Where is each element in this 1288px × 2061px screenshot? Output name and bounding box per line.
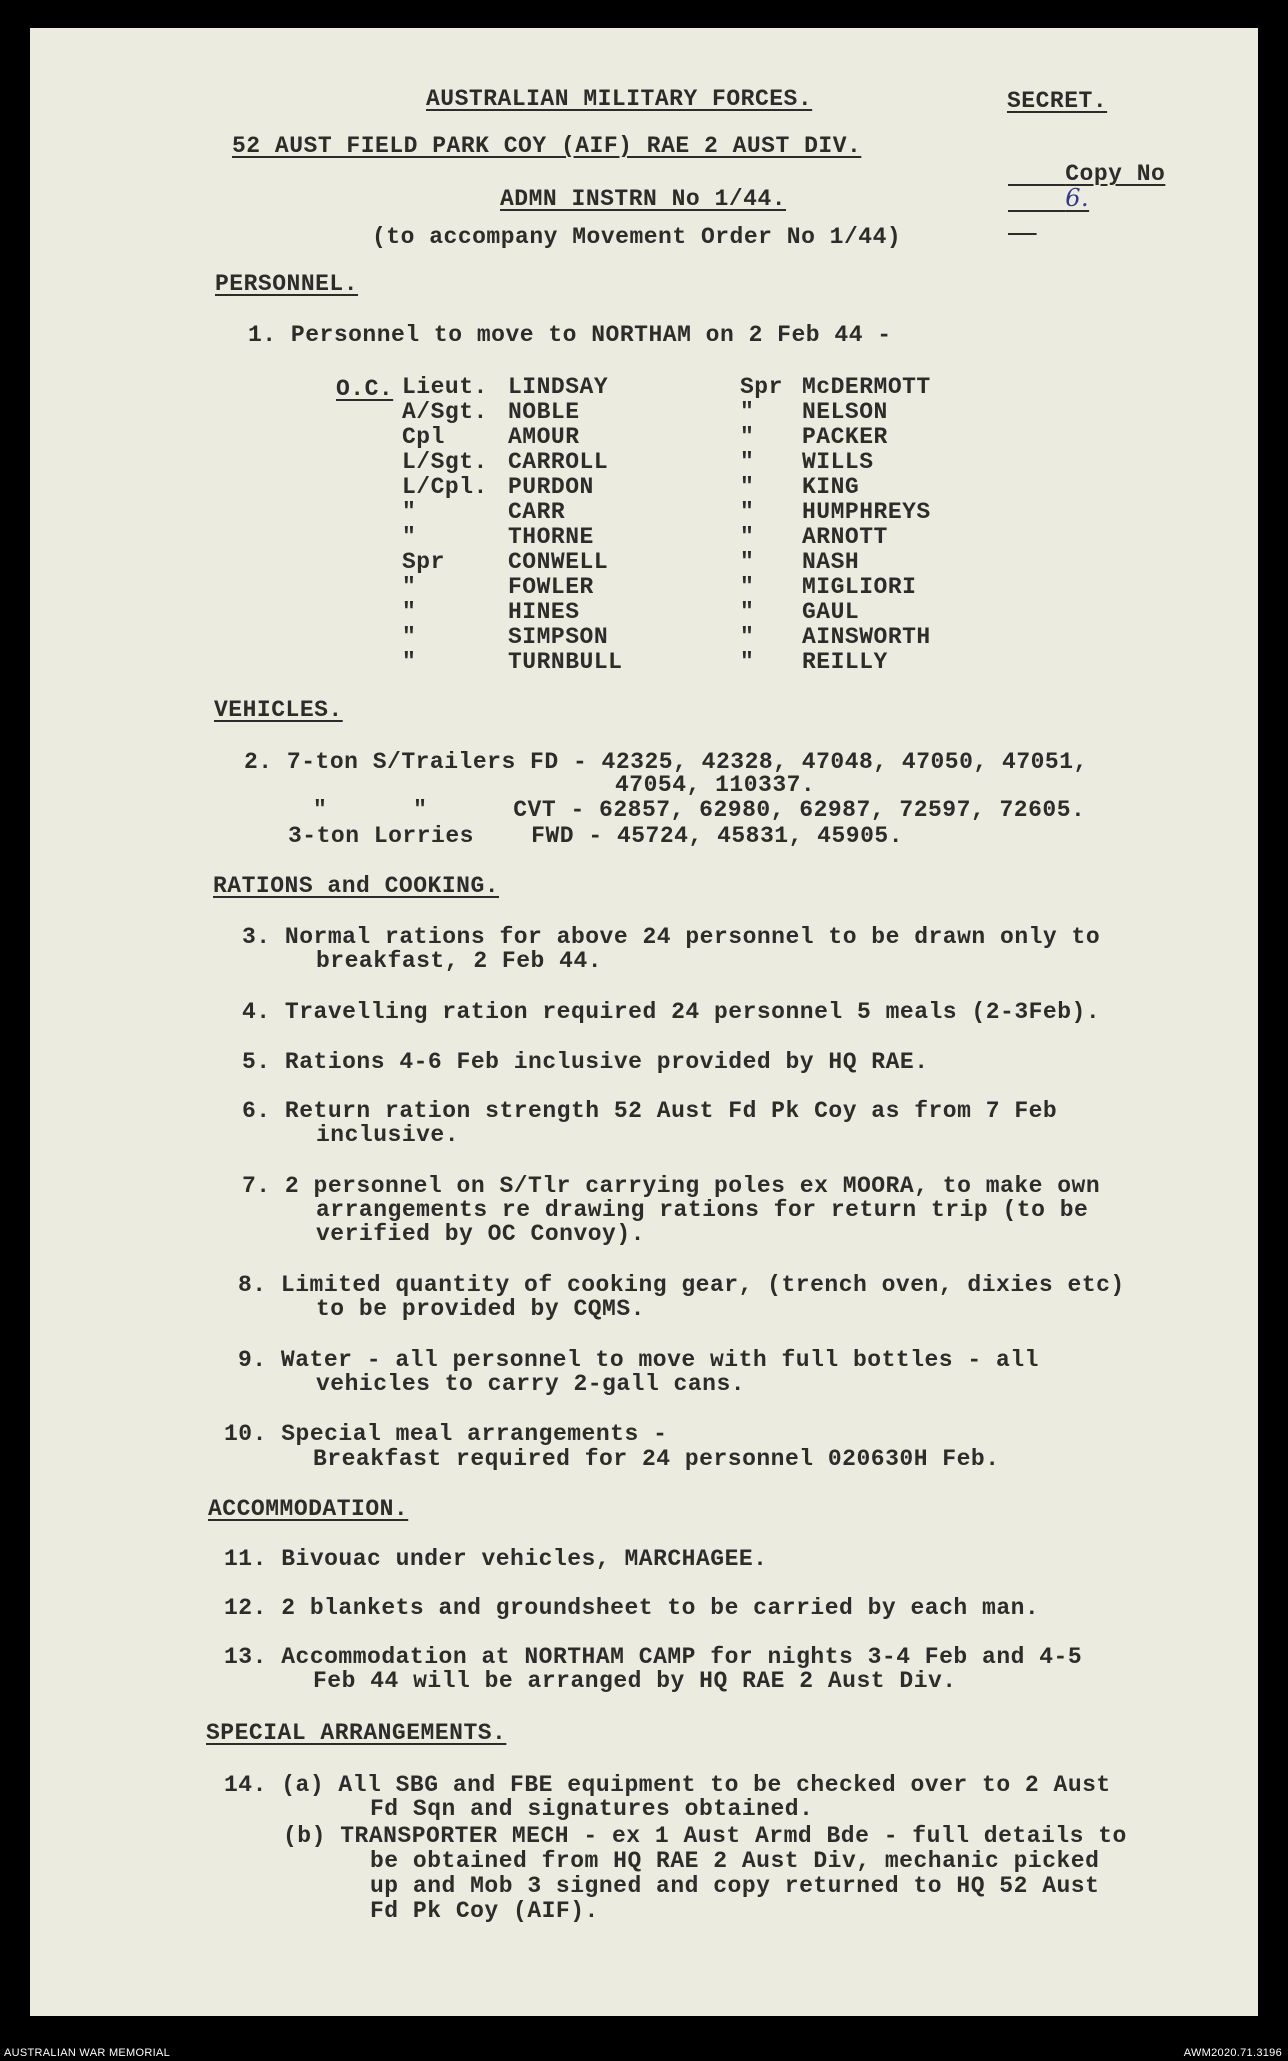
copy-number-line (1008, 140, 1218, 235)
para-10: 10. Special meal arrangements - (224, 1421, 668, 1447)
para-14b-cont-3: Fd Pk Coy (AIF). (370, 1898, 599, 1924)
personnel-rank: " (740, 474, 755, 500)
para-13-cont: Feb 44 will be arranged by HQ RAE 2 Aust Div. (313, 1668, 957, 1694)
footer-credit: AUSTRALIAN WAR MEMORIAL (4, 2047, 171, 2059)
personnel-rank: " (402, 574, 417, 600)
personnel-name: McDERMOTT (802, 374, 931, 400)
para-7: 7. 2 personnel on S/Tlr carrying poles ex MOORA, to make own (242, 1173, 1101, 1199)
personnel-rank: " (740, 424, 755, 450)
para-7-cont-2: verified by OC Convoy). (316, 1221, 645, 1247)
para-14b-cont-2: up and Mob 3 signed and copy returned to HQ 52 Aust (370, 1873, 1100, 1899)
personnel-name: ARNOTT (802, 524, 888, 550)
personnel-heading: PERSONNEL. (215, 271, 359, 297)
vehicles-line-4: 3-ton Lorries FWD - 45724, 45831, 45905. (288, 823, 903, 849)
para-7-cont-1: arrangements re drawing rations for return trip (to be (316, 1197, 1089, 1223)
personnel-name: HUMPHREYS (802, 499, 931, 525)
personnel-rank: " (740, 649, 755, 675)
personnel-name: REILLY (802, 649, 888, 675)
personnel-rank: " (740, 499, 755, 525)
personnel-name: HINES (508, 599, 580, 625)
personnel-name: SIMPSON (508, 624, 609, 650)
para-1: 1. Personnel to move to NORTHAM on 2 Feb 44 - (248, 322, 892, 348)
para-8: 8. Limited quantity of cooking gear, (trench oven, dixies etc) (238, 1272, 1125, 1298)
personnel-rank: " (402, 599, 417, 625)
personnel-rank: Spr (402, 549, 445, 575)
org-heading: AUSTRALIAN MILITARY FORCES. (426, 86, 813, 112)
accommodation-heading: ACCOMMODATION. (208, 1496, 409, 1522)
personnel-name: KING (802, 474, 860, 500)
instruction-subtitle: (to accompany Movement Order No 1/44) (372, 224, 902, 250)
vehicles-heading: VEHICLES. (214, 697, 343, 723)
personnel-name: GAUL (802, 599, 860, 625)
personnel-name: TURNBULL (508, 649, 623, 675)
instruction-title: ADMN INSTRN No 1/44. (500, 186, 787, 212)
personnel-rank: " (402, 524, 417, 550)
personnel-rank: " (740, 399, 755, 425)
para-13: 13. Accommodation at NORTHAM CAMP for nights 3-4 Feb and 4-5 (224, 1644, 1083, 1670)
personnel-name: LINDSAY (508, 374, 609, 400)
personnel-rank: " (402, 499, 417, 525)
document-page (30, 28, 1258, 2016)
rations-heading: RATIONS and COOKING. (213, 873, 500, 899)
para-6: 6. Return ration strength 52 Aust Fd Pk Coy as from 7 Feb (242, 1098, 1058, 1124)
special-heading: SPECIAL ARRANGEMENTS. (206, 1720, 507, 1746)
personnel-rank: " (740, 599, 755, 625)
oc-label: O.C. (336, 376, 394, 402)
para-6-cont: inclusive. (316, 1122, 460, 1148)
personnel-name: CARROLL (508, 449, 609, 475)
classification: SECRET. (1007, 88, 1108, 114)
copy-label: Copy No (1065, 161, 1166, 187)
para-12: 12. 2 blankets and groundsheet to be carried by each man. (224, 1595, 1040, 1621)
para-14a-cont: Fd Sqn and signatures obtained. (370, 1796, 814, 1822)
personnel-rank: " (740, 549, 755, 575)
personnel-name: FOWLER (508, 574, 594, 600)
para-10-cont: Breakfast required for 24 personnel 020630H Feb. (313, 1446, 1000, 1472)
personnel-name: NOBLE (508, 399, 580, 425)
footer-reference: AWM2020.71.3196 (1183, 2047, 1282, 2059)
personnel-rank: " (402, 624, 417, 650)
personnel-rank: A/Sgt. (402, 399, 488, 425)
personnel-rank: " (740, 624, 755, 650)
para-9-cont: vehicles to carry 2-gall cans. (316, 1371, 746, 1397)
personnel-rank: L/Sgt. (402, 449, 488, 475)
para-14a: 14. (a) All SBG and FBE equipment to be checked over to 2 Aust (224, 1772, 1111, 1798)
personnel-rank: " (402, 649, 417, 675)
personnel-rank: Lieut. (402, 374, 488, 400)
personnel-name: THORNE (508, 524, 594, 550)
personnel-name: AINSWORTH (802, 624, 931, 650)
para-9: 9. Water - all personnel to move with full bottles - all (238, 1347, 1039, 1373)
para-11: 11. Bivouac under vehicles, MARCHAGEE. (224, 1546, 768, 1572)
para-3: 3. Normal rations for above 24 personnel to be drawn only to (242, 924, 1101, 950)
personnel-rank: " (740, 574, 755, 600)
unit-heading: 52 AUST FIELD PARK COY (AIF) RAE 2 AUST DIV. (232, 133, 862, 159)
personnel-name: NASH (802, 549, 860, 575)
vehicles-line-2: 47054, 110337. (615, 772, 816, 798)
vehicles-line-3: " " CVT - 62857, 62980, 62987, 72597, 72605. (313, 797, 1086, 823)
personnel-name: NELSON (802, 399, 888, 425)
personnel-name: WILLS (802, 449, 874, 475)
para-3-cont: breakfast, 2 Feb 44. (316, 948, 603, 974)
personnel-name: MIGLIORI (802, 574, 917, 600)
personnel-name: PACKER (802, 424, 888, 450)
personnel-rank: " (740, 449, 755, 475)
para-14b-cont-1: be obtained from HQ RAE 2 Aust Div, mechanic picked (370, 1848, 1100, 1874)
personnel-rank: Spr (740, 374, 783, 400)
personnel-rank: L/Cpl. (402, 474, 488, 500)
personnel-name: PURDON (508, 474, 594, 500)
copy-number: 6. (1065, 184, 1090, 212)
para-8-cont: to be provided by CQMS. (316, 1296, 645, 1322)
personnel-rank: " (740, 524, 755, 550)
para-5: 5. Rations 4-6 Feb inclusive provided by HQ RAE. (242, 1049, 929, 1075)
personnel-name: CARR (508, 499, 566, 525)
vehicles-line-1: 2. 7-ton S/Trailers FD - 42325, 42328, 47048, 47050, 47051, (244, 749, 1088, 775)
personnel-name: AMOUR (508, 424, 580, 450)
personnel-name: CONWELL (508, 549, 609, 575)
para-14b: (b) TRANSPORTER MECH - ex 1 Aust Armd Bde - full details to (283, 1823, 1127, 1849)
para-4: 4. Travelling ration required 24 personnel 5 meals (2-3Feb). (242, 999, 1101, 1025)
personnel-rank: Cpl (402, 424, 445, 450)
